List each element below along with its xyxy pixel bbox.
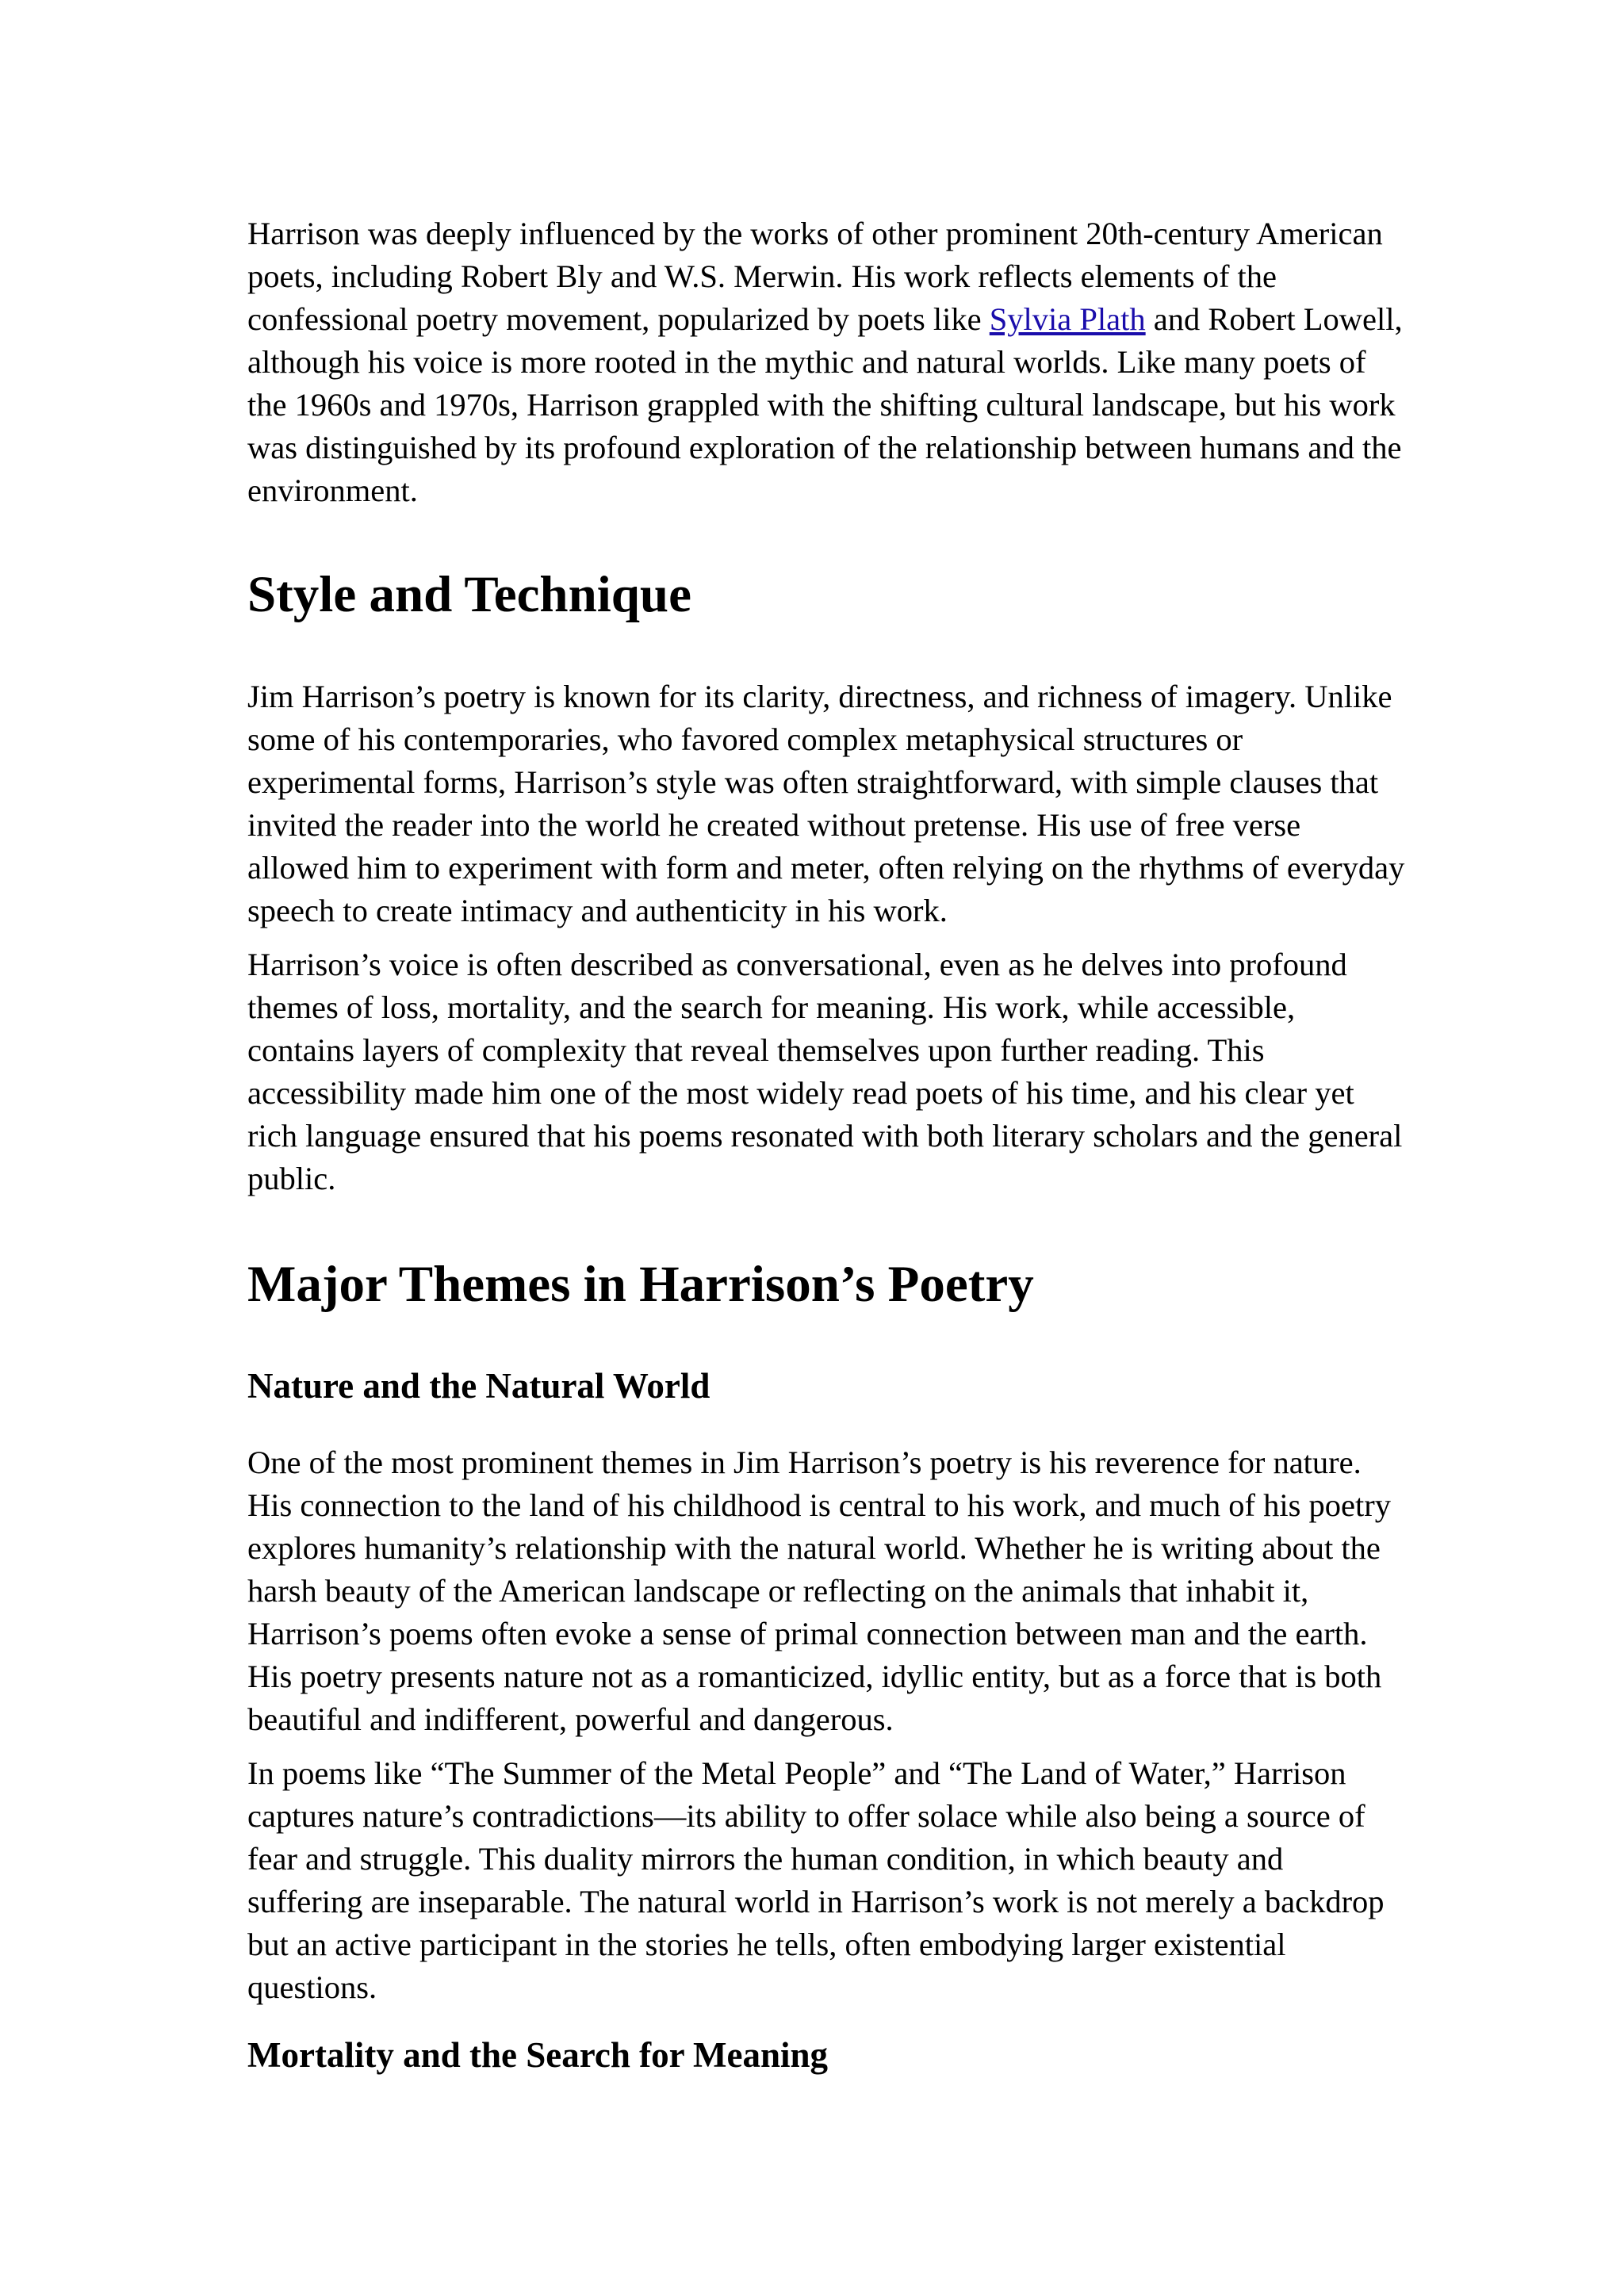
heading-major-themes: Major Themes in Harrison’s Poetry	[247, 1256, 1034, 1313]
heading-style-and-technique: Style and Technique	[247, 566, 691, 623]
subheading-nature: Nature and the Natural World	[247, 1366, 710, 1406]
sylvia-plath-link[interactable]: Sylvia Plath	[989, 301, 1146, 337]
paragraph-nature-reverence: One of the most prominent themes in Jim Harrison’s poetry is his reverence for nature. His connection to the land of his childhood is central to his work, and much of his poetry explores humanity’s relationship with the natural world. Whether he is writing about the harsh beauty of the American landscape or reflecting on the animals that inhabit it, Harrison’s poems often evoke a sense of primal connection between man and the earth. His poetry presents nature not as a romanticized, idyllic entity, but as a force that is both beautiful and indifferent, powerful and dangerous.	[247, 1445, 1391, 1737]
subheading-mortality: Mortality and the Search for Meaning	[247, 2035, 829, 2075]
paragraph-influences-text-a: Harrison was deeply influenced by the works of other prominent 20th-century American poets, including Robert Bly and W.S. Merwin. His work reflects elements of the confessional poetry movement, popularized by poets like	[247, 216, 1383, 337]
paragraph-style-voice: Harrison’s voice is often described as conversational, even as he delves into profound themes of loss, mortality, and the search for meaning. His work, while accessible, contains layers of complexity that reveal themselves upon further reading. This accessibility made him one of the most widely read poets of his time, and his clear yet rich language ensured that his poems resonated with both literary scholars and the general public.	[247, 947, 1403, 1196]
paragraph-style-clarity: Jim Harrison’s poetry is known for its clarity, directness, and richness of imagery. Unlike some of his contemporaries, who favored complex metaphysical structures or experimental forms, Harrison’s style was often straightforward, with simple clauses that invited the reader into the world he created without pretense. His use of free verse allowed him to experiment with form and meter, often relying on the rhythms of everyday speech to create intimacy and authenticity in his work.	[247, 679, 1405, 928]
paragraph-influences	[247, 212, 1405, 512]
document-body	[247, 212, 1405, 2077]
paragraph-nature-contradictions: In poems like “The Summer of the Metal People” and “The Land of Water,” Harrison captures nature’s contradictions—its ability to offer solace while also being a source of fear and struggle. This duality mirrors the human condition, in which beauty and suffering are inseparable. The natural world in Harrison’s work is not merely a backdrop but an active participant in the stories he tells, often embodying larger existential questions.	[247, 1755, 1385, 2005]
paragraph-influences-text-b: and Robert Lowell, although his voice is more rooted in the mythic and natural worlds. Like many poets of the 1960s and 1970s, Harrison grappled with the shifting cultural landscape, but his work was distinguished by its profound exploration of the relationship between humans and the environment.	[247, 301, 1403, 508]
